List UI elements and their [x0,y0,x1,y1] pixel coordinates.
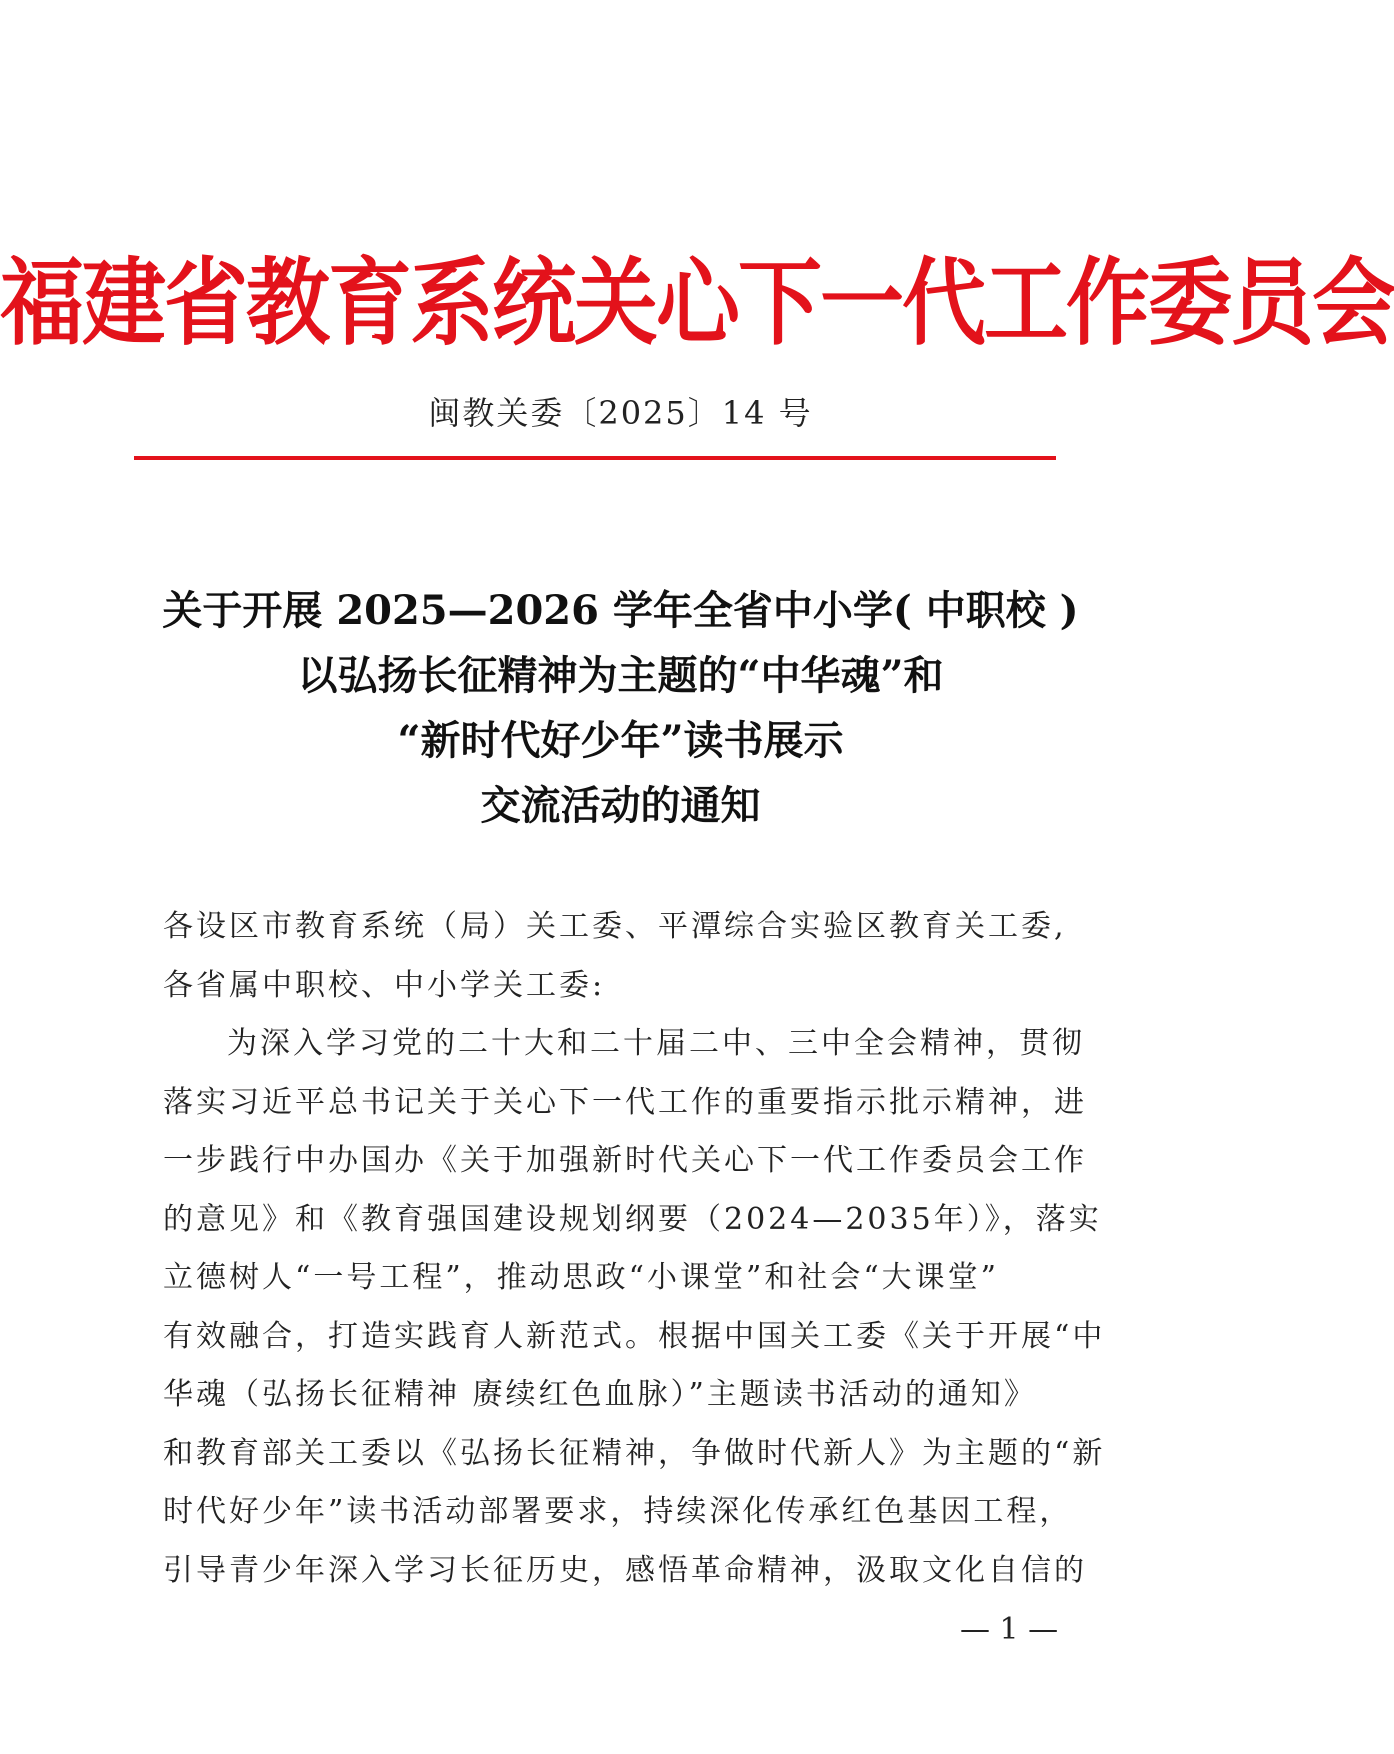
addressee-line-2: 各省属中职校、中小学关工委: [163,967,606,1003]
title-line-1: 关于开展 2025—2026 学年全省中小学( 中职校 ) [162,587,1079,634]
red-divider-line [134,456,1056,460]
document-number: 闽教关委〔2025〕14 号 [428,394,813,432]
paragraph-line: 落实习近平总书记关于关心下一代工作的重要指示批示精神，进 [163,1084,1087,1120]
addressee-line-1: 各设区市教育系统（局）关工委、平潭综合实验区教育关工委, [163,909,1067,944]
paragraph-line: 立德树人“一号工程”，推动思政“小课堂”和社会“大课堂” [163,1260,1000,1295]
title-line-2: 以弘扬长征精神为主题的“中华魂”和 [297,652,944,699]
title-line-3: “新时代好少年”读书展示 [397,717,844,764]
paragraph-line: 有效融合，打造实践育人新范式。根据中国关工委《关于开展“中 [163,1318,1106,1354]
paragraph-line: 为深入学习党的二十大和二十届二中、三中全会精神，贯彻 [227,1026,1085,1061]
title-line-4: 交流活动的通知 [480,782,761,829]
paragraph-line: 和教育部关工委以《弘扬长征精神，争做时代新人》为主题的“新 [163,1435,1106,1471]
paragraph-line: 引导青少年深入学习长征历史，感悟革命精神，汲取文化自信的 [163,1552,1087,1588]
organization-header: 福建省教育系统关心下一代工作委员会 [0,247,1394,358]
paragraph-line: 华魂（弘扬长征精神 赓续红色血脉）”主题读书活动的通知》 [163,1377,1037,1412]
body-text [163,898,1106,1600]
paragraph-line: 的意见》和《教育强国建设规划纲要（2024—2035年）》，落实 [163,1201,1102,1237]
notice-title [100,578,1141,838]
paragraph-line: 时代好少年”读书活动部署要求，持续深化传承红色基因工程， [163,1494,1073,1529]
page-number: — 1 — [960,1612,1059,1647]
paragraph-line: 一步践行中办国办《关于加强新时代关心下一代工作委员会工作 [163,1143,1087,1178]
